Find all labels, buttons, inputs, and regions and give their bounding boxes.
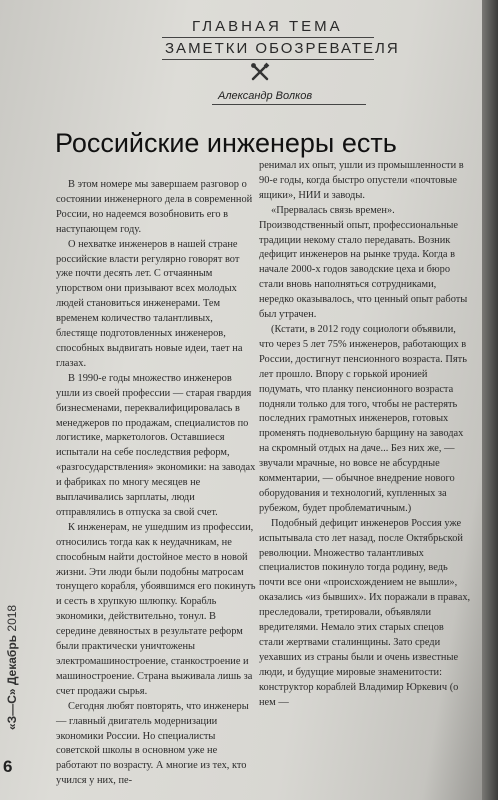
paragraph: (Кстати, в 2012 году социологи объявили, что через 5 лет 75% инженеров, работающих в России, достигнут пенсионного возраста. Пять лет прошло. Впору с горькой иронией подумать, что планку пенсионного возраста подняли только для того, чтобы не растерять последних грамотных инженеров, готовых променять подневольную барщину на заводах на скромный отдых на даче... Без них же, — звучали мрачные, но вовсе не абсурдные комментарии, — обычное внедрение нового оборудования и технологий, купленных за рубежом, будет проблематичным.) [259,323,467,514]
paragraph: ренимал их опыт, ушли из промышленности в 90-е годы, когда быстро опустели «почтовые ящики», НИИ и заводы. [259,160,464,201]
subrubric-divider [162,59,374,60]
page-number: 6 [3,757,13,776]
paragraph: В 1990-е годы множество инженеров ушли из своей профессии — старая гвардия бизнесменами, переквалифицировалась в менеджеров по продажам, специалистов по логистике, маркетологов. Оставшиеся испытали на себе последствия реформ, «разгосударствления» экономики: на заводах и фабриках по многу месяцев не выплачивались зарплаты, люди отправлялись в отпуска за свой счет. [56,372,256,518]
section-rubric: ГЛАВНАЯ ТЕМА [192,18,343,35]
crossed-tools-icon [250,62,270,82]
author-underline [212,104,366,105]
issue-year: 2018 [5,604,19,632]
article-column-right [259,159,471,711]
paragraph: Сегодня любят повторять, что инженеры — главный двигатель модернизации экономики России. Но специалисты советской школы в основном уже не работают по возрасту. А многие из тех, кто учился у них, пе- [56,700,249,787]
paragraph: «Прервалась связь времен». Производственный опыт, профессиональные традиции некому стало передавать. Возник дефицит инженеров на рынке труда. Когда в начале 2000-х годов заводские цеха и бюро стали вновь наполняться сотрудниками, нередко оказывалось, что ценный опыт работы был утрачен. [259,204,468,321]
page-edge-shadow [482,0,498,800]
author-name: Александр Волков [218,90,313,102]
article-title: Российские инженеры есть [55,128,397,158]
rubric-divider [162,37,374,38]
article-column-left [56,178,256,789]
paragraph: К инженерам, не ушедшим из профессии, относились тогда как к неудачникам, не способным найти достойное место в новой жизни. Эти люди были подобны матросам тонущего корабля, убоявшимся его покинуть и сесть в хрупкую шлюпку. Корабль экономики, действительно, тонул. В середине девяностых в результате реформ были практически уничтожены электромашиностроение, станкостроение и машиностроение. Страна выживала лишь за счет продажи сырья. [56,521,256,697]
magazine-issue-label [5,605,19,730]
paragraph: О нехватке инженеров в нашей стране российские власти регулярно говорят вот уже почти десять лет. С отчаянным упорством они призывают всех молодых людей становиться инженерами. Тем временем количество талантливых, блестяще подготовленных инженеров, способных выдвигать новые идеи, тает на глазах. [56,238,243,369]
paragraph: Подобный дефицит инженеров Россия уже испытывала сто лет назад, после Октябрьской революции. Множество талантливых специалистов покинуло тогда родину, ведь почти все они «происхождением не вышли», оказались «из бывших». Их поражали в правах, преследовали, третировали, объявляли вредителями. Немало этих старых спецов стали жертвами сталинщины. Зато среди уехавших из страны были и очень известные люди, и будущие мировые знаменитости: конструктор кораблей Владимир Юркевич (о нем — [259,517,471,708]
section-subrubric: ЗАМЕТКИ ОБОЗРЕВАТЕЛЯ [165,40,400,57]
magazine-name: «З—С» Декабрь [5,634,19,730]
paragraph: В этом номере мы завершаем разговор о состоянии инженерного дела в современной России, но надеемся возобновить его в наступающем году. [56,179,253,235]
